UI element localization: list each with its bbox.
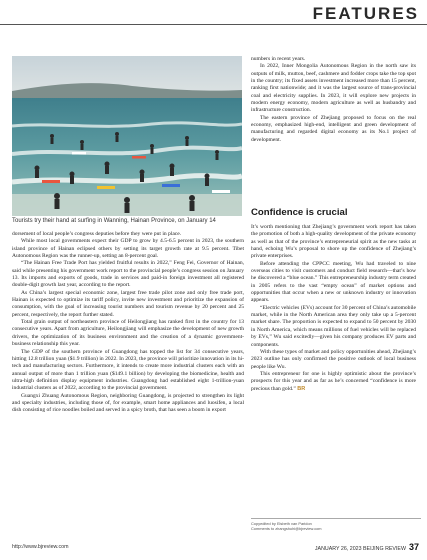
left-column — [12, 231, 244, 415]
comments-email[interactable]: Comments to zhangshuhi@bjreview.com — [251, 526, 322, 531]
paragraph: With these types of market and policy opportunities ahead, Zhejiang’s 2023 outline has only confirmed the positive outlook of local business people like Wu. — [251, 348, 416, 370]
paragraph: dorsement of local people’s congress deputies before they were put in place. — [12, 231, 182, 237]
end-mark: BR — [297, 385, 306, 392]
paragraph: The GDP of the southern province of Guangdong has topped the list for 34 consecutive years, hitting 12.8 trillion yuan ($1.9 trillion) in 2022. In 2023, the province will prioritize innovation in its hi-tech and manufacturing sectors. Furthermore, it intends to create more industrial clusters each with an annual output of more than 1 trillion yuan ($149.1 billion) by developing the biomedicine, health and ultra-high definition display equipment industries. Guangdong had established eight 1-trillion-yuan industrial clusters as of 2022, according to the provincial government. — [12, 348, 244, 392]
paragraph: Guangxi Zhuang Autonomous Region, neighboring Guangdong, is projected to strengthen its light and specialty industries, including those of, for example, smart home appliances and luosifen, a local dish consisting of rice noodles boiled and served in a spicy broth, that has seen a boom in export — [12, 392, 244, 414]
right-column-bottom — [251, 224, 416, 393]
closing-paragraph-text: This entrepreneur for one is highly optimistic about the province’s prospects for this year and as far as he’s concerned “confidence is more precious than gold.” — [251, 370, 416, 392]
paragraph: numbers in recent years. — [251, 56, 306, 62]
subheading: Confidence is crucial — [251, 207, 348, 218]
copyedit-credit: Copyedited by Elsbeth van Paridon — [251, 521, 312, 526]
section-title: FEATURES — [312, 4, 419, 23]
paragraph: “The Hainan Free Trade Port has yielded fruitful results in 2022,” Feng Fei, Governor of Hainan, said while presenting his government work report to the provincial people’s congress session on January 13. Its imports and exports of goods, trade in services and paid-in foreign investment all registered double-digit growth last year, according to the report. — [12, 260, 244, 289]
issue-date: JANUARY 26, 2023 BEIJING REVIEW — [314, 546, 406, 552]
credits-rule — [251, 518, 421, 519]
right-column-top — [251, 56, 416, 144]
photo-caption: Tourists try their hand at surfing in Wanning, Hainan Province, on January 14 — [12, 218, 216, 224]
paragraph — [251, 371, 416, 393]
footer-issue — [315, 542, 419, 552]
credits — [251, 521, 322, 531]
surfing-photo — [12, 56, 242, 216]
paragraph: It’s worth mentioning that Zhejiang’s government work report has taken the promotion of both a high-quality development of the private economy as well as that of the province’s entrepreneurial spirit as the new tasks at hand, echoing Wu’s proposal to shore up the confidence of Zhejiang’s private enterprises. — [251, 224, 416, 260]
paragraph: “Electric vehicles (EVs) account for 30 percent of China’s automobile market, while in the North American area they only take up a 5-percent market share. The proportion is expected to expand to 50 percent by 2030 in North America, which means millions of fuel vehicles will be replaced by EVs,” Wu said excitedly—given his company produces EV parts and components. — [251, 304, 416, 348]
paragraph: Total grain output of northeastern province of Heilongjiang has ranked first in the country for 13 consecutive years. Apart from agriculture, Heilongjiang will emphasize the development of new growth drivers, the optimization of its business environment and the creation of a dynamic government-business relationship this year. — [12, 319, 244, 348]
footer-url-link[interactable]: http://www.bjreview.com — [12, 544, 69, 550]
header-rule — [0, 24, 427, 25]
paragraph: The eastern province of Zhejiang proposed to focus on the real economy, emphasized high-end, intelligent and green development of manufacturing and regarded digital economy as its No.1 project of development. — [251, 114, 416, 143]
page-number: 37 — [408, 542, 419, 552]
paragraph: While most local governments expect their GDP to grow by 4.5-6.5 percent in 2023, the southern island province of Hainan eclipsed others by setting its target growth rate at 9.5 percent. Tibet Autonomous Region was the runner-up, setting an 8-percent goal. — [12, 238, 244, 260]
paragraph: In 2022, Inner Mongolia Autonomous Region in the north saw its outputs of milk, mutton, beef, cashmere and fodder crops take the top spot in the country; its fixed assets investment increased more than 15 percent, ranking first nationwide; and it was the largest source of trans-provincial coal and electricity supplies. In 2023, it will explore new projects in modern energy economy, modern agriculture as well as husbandry and infrastructure construction. — [251, 63, 416, 114]
paragraph: As China’s largest special economic zone, largest free trade pilot zone and only free trade port, Hainan is expected to optimize its tariff policy, invite new investment and prioritize the expansion of consumption, with the goal of increasing tourist numbers and tourism revenue by 20 percent and 25 percent, respectively, the report further stated. — [12, 289, 244, 318]
paragraph: Before attending the CPPCC meeting, Wu had traveled to nine overseas cities to visit customers and conduct field research—that’s how he discovered a “blue ocean.” This entrepreneurship industry term created in 2005 refers to the vast “empty ocean” of market options and opportunities that occur when a new or unknown industry or innovation appears. — [251, 260, 416, 304]
